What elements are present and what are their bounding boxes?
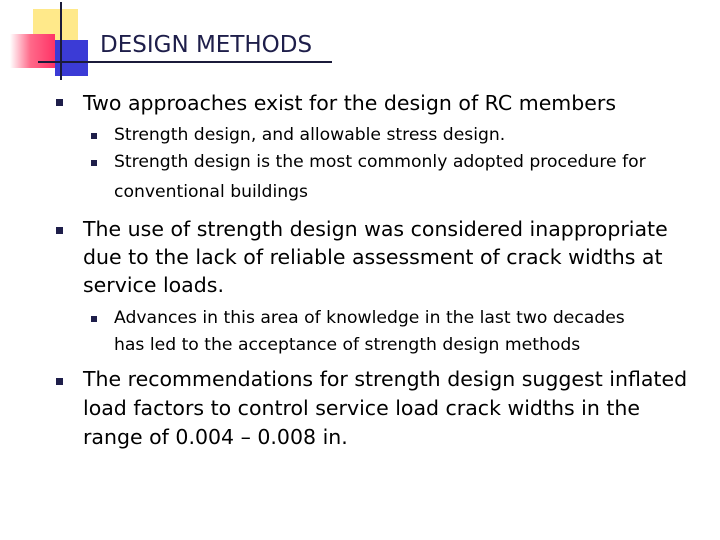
bullet-1-sub-1-line-1: Strength design, and allowable stress design. xyxy=(114,125,506,145)
bullet-1-sub-2-line-2: conventional buildings xyxy=(114,182,308,202)
bullet-marker xyxy=(56,378,63,385)
sub-bullet-marker xyxy=(91,160,97,166)
bullet-marker xyxy=(56,99,63,106)
bullet-2-line-2: due to the lack of reliable assessment of crack widths at xyxy=(83,245,663,269)
bullet-1-sub-2-line-1: Strength design is the most commonly adopted procedure for xyxy=(114,152,646,172)
bullet-1-line-1: Two approaches exist for the design of RC members xyxy=(83,91,617,115)
bullet-2-sub-1-line-1: Advances in this area of knowledge in the last two decades xyxy=(114,308,625,328)
bullet-3-line-1: The recommendations for strength design suggest inflated xyxy=(83,367,688,391)
bullet-2-line-3: service loads. xyxy=(83,273,224,297)
bullet-marker xyxy=(56,227,63,234)
bullet-2-line-1: The use of strength design was considered inappropriate xyxy=(83,217,668,241)
bullet-2-sub-1-line-2: has led to the acceptance of strength design methods xyxy=(114,335,581,355)
decorative-vertical-line xyxy=(60,2,62,80)
title-underline xyxy=(38,61,332,63)
sub-bullet-marker xyxy=(91,316,97,322)
sub-bullet-marker xyxy=(91,133,97,139)
bullet-3-line-2: load factors to control service load crack widths in the xyxy=(83,396,641,420)
bullet-3-line-3: range of 0.004 – 0.008 in. xyxy=(83,425,348,449)
slide-title: DESIGN METHODS xyxy=(100,32,313,58)
